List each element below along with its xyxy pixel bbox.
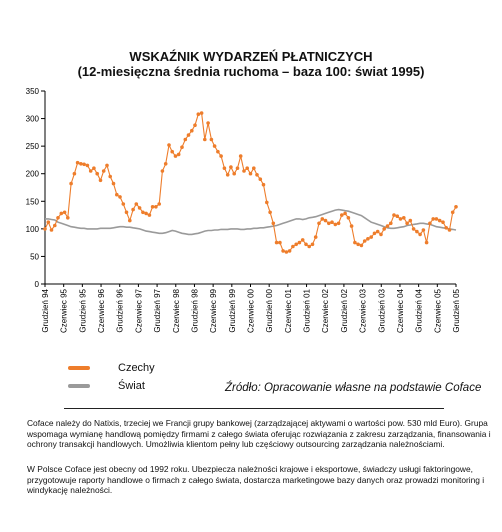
x-tick-label: Grudzień 96 — [115, 289, 125, 333]
data-point-czechy — [151, 205, 155, 209]
x-tick-label: Grudzień 02 — [339, 289, 349, 333]
y-tick-label: 50 — [30, 252, 39, 262]
legend-label-swiat: Świat — [118, 380, 145, 392]
data-point-czechy — [307, 245, 311, 249]
legend-item-czechy — [68, 362, 155, 374]
data-point-czechy — [53, 224, 57, 228]
data-point-czechy — [144, 212, 148, 216]
data-point-czechy — [369, 235, 373, 239]
data-point-czechy — [226, 173, 230, 177]
x-tick-label: Czerwiec 02 — [321, 289, 331, 334]
data-point-czechy — [99, 179, 103, 183]
data-point-czechy — [167, 143, 171, 147]
data-point-czechy — [285, 250, 289, 254]
data-point-czechy — [79, 162, 83, 166]
x-tick-label: Czerwiec 04 — [395, 289, 405, 334]
x-tick-label: Czerwiec 03 — [358, 289, 368, 334]
data-point-czechy — [161, 169, 165, 173]
data-point-czechy — [396, 214, 400, 218]
data-point-czechy — [249, 172, 253, 176]
data-point-czechy — [324, 219, 328, 223]
chart-axes — [26, 87, 461, 333]
data-point-czechy — [200, 111, 204, 115]
series-line-swiat — [45, 210, 456, 235]
data-point-czechy — [108, 175, 112, 179]
x-tick-label: Grudzień 97 — [153, 289, 163, 333]
y-tick-label: 350 — [25, 87, 39, 96]
data-point-czechy — [43, 227, 47, 231]
x-tick-label: Czerwiec 95 — [59, 289, 69, 334]
data-point-czechy — [66, 216, 70, 220]
data-point-czechy — [425, 241, 429, 245]
source-note: Źródło: Opracowanie własne na podstawie Coface — [225, 382, 482, 394]
data-point-czechy — [389, 222, 393, 226]
data-point-czechy — [63, 211, 67, 215]
data-point-czechy — [177, 153, 181, 157]
data-point-czechy — [265, 201, 269, 205]
data-point-czechy — [386, 224, 390, 228]
x-tick-label: Grudzień 99 — [227, 289, 237, 333]
data-point-czechy — [213, 144, 217, 148]
note-paragraph: W Polsce Coface jest obecny od 1992 roku. Ubezpiecza należności krajowe i eksportowe, świadczy usługi faktoringowe, przygotowuje raporty handlowe o firmach z całego świata, dostarcza marketingowe bazy danych oraz prowadzi monitoring i windykację należności. — [27, 464, 485, 495]
data-point-czechy — [366, 237, 370, 241]
data-point-czechy — [415, 230, 419, 234]
x-tick-label: Czerwiec 99 — [209, 289, 219, 334]
data-point-czechy — [321, 217, 325, 221]
data-point-czechy — [448, 228, 452, 232]
data-point-czechy — [382, 227, 386, 231]
line-chart — [0, 80, 502, 365]
x-tick-label: Grudzień 98 — [190, 289, 200, 333]
data-point-czechy — [47, 220, 51, 224]
data-point-czechy — [115, 193, 119, 197]
data-point-czechy — [340, 213, 344, 217]
x-tick-label: Czerwiec 01 — [283, 289, 293, 334]
x-tick-label: Czerwiec 97 — [134, 289, 144, 334]
data-point-czechy — [451, 211, 455, 215]
data-point-czechy — [327, 222, 331, 226]
data-point-czechy — [236, 166, 240, 170]
data-point-czechy — [170, 150, 174, 154]
data-point-czechy — [112, 182, 116, 186]
data-point-czechy — [272, 222, 276, 226]
y-tick-label: 200 — [25, 169, 39, 179]
data-point-czechy — [232, 172, 236, 176]
data-point-czechy — [291, 245, 295, 249]
data-point-czechy — [174, 154, 178, 158]
data-point-czechy — [56, 216, 60, 220]
data-point-czechy — [392, 213, 396, 217]
data-point-czechy — [216, 150, 220, 154]
data-point-czechy — [268, 211, 272, 215]
data-point-czechy — [343, 212, 347, 216]
data-point-czechy — [376, 230, 380, 234]
data-point-czechy — [164, 162, 168, 166]
legend-swatch-swiat — [68, 384, 90, 388]
data-point-czechy — [330, 220, 334, 224]
data-point-czechy — [148, 213, 152, 217]
data-point-czechy — [454, 205, 458, 209]
data-point-czechy — [373, 232, 377, 236]
x-tick-label: Czerwiec 96 — [97, 289, 107, 334]
data-point-czechy — [141, 211, 145, 215]
data-point-czechy — [262, 183, 266, 187]
legend-label-czechy: Czechy — [118, 362, 155, 374]
data-point-czechy — [190, 129, 194, 133]
data-point-czechy — [298, 241, 302, 245]
data-point-czechy — [219, 154, 223, 158]
data-point-czechy — [105, 164, 109, 168]
data-point-czechy — [122, 202, 126, 206]
data-point-czechy — [138, 206, 142, 210]
y-tick-label: 250 — [25, 142, 39, 152]
data-point-czechy — [242, 169, 246, 173]
data-point-czechy — [399, 217, 403, 221]
data-point-czechy — [288, 249, 292, 253]
data-point-czechy — [229, 165, 233, 169]
x-tick-label: Grudzień 00 — [265, 289, 275, 333]
data-point-czechy — [418, 233, 422, 237]
x-tick-label: Grudzień 94 — [41, 289, 50, 333]
series-line-czechy — [45, 113, 456, 252]
data-point-czechy — [86, 164, 90, 168]
data-point-czechy — [334, 223, 338, 227]
data-point-czechy — [314, 235, 318, 239]
data-point-czechy — [131, 208, 135, 212]
data-point-czechy — [379, 233, 383, 237]
x-tick-label: Grudzień 95 — [78, 289, 88, 333]
data-point-czechy — [363, 239, 367, 243]
data-point-czechy — [409, 219, 413, 223]
data-point-czechy — [441, 220, 445, 224]
y-tick-label: 150 — [25, 197, 39, 207]
chart-subtitle: (12-miesięczna średnia ruchoma – baza 100: świat 1995) — [77, 64, 425, 79]
data-point-czechy — [356, 243, 360, 247]
data-point-czechy — [360, 244, 364, 248]
data-point-czechy — [245, 166, 249, 170]
data-point-czechy — [154, 205, 158, 209]
x-tick-label: Grudzień 04 — [414, 289, 424, 333]
data-point-czechy — [184, 138, 188, 142]
data-point-czechy — [281, 249, 285, 253]
data-point-czechy — [76, 161, 80, 165]
data-point-czechy — [422, 228, 426, 232]
data-point-czechy — [311, 243, 315, 247]
chart-plot-area — [43, 111, 458, 254]
data-point-czechy — [438, 219, 442, 223]
divider — [64, 408, 444, 409]
data-point-czechy — [50, 228, 54, 232]
data-point-czechy — [69, 182, 73, 186]
data-point-czechy — [125, 211, 129, 215]
data-point-czechy — [294, 243, 298, 247]
y-tick-label: 100 — [25, 224, 39, 234]
data-point-czechy — [187, 133, 191, 137]
data-point-czechy — [89, 169, 93, 173]
y-tick-label: 0 — [34, 280, 39, 289]
data-point-czechy — [118, 195, 122, 199]
data-point-czechy — [82, 163, 86, 167]
data-point-czechy — [203, 138, 207, 142]
data-point-czechy — [206, 121, 210, 125]
data-point-czechy — [402, 216, 406, 220]
data-point-czechy — [92, 166, 96, 170]
data-point-czechy — [197, 112, 201, 116]
legend-swatch-czechy — [68, 366, 90, 370]
x-tick-label: Czerwiec 00 — [246, 289, 256, 334]
data-point-czechy — [337, 222, 341, 226]
data-point-czechy — [317, 222, 321, 226]
data-point-czechy — [239, 154, 243, 158]
data-point-czechy — [412, 227, 416, 231]
x-tick-label: Grudzień 01 — [302, 289, 312, 333]
x-tick-label: Czerwiec 05 — [433, 289, 443, 334]
data-point-czechy — [252, 166, 256, 170]
data-point-czechy — [223, 166, 227, 170]
data-point-czechy — [353, 241, 357, 245]
data-point-czechy — [428, 222, 432, 226]
legend-item-swiat — [68, 380, 145, 392]
x-tick-label: Czerwiec 98 — [171, 289, 181, 334]
note-paragraph: Coface należy do Natixis, trzeciej we Francji grupy bankowej (zarządzającej aktywami o wartości pow. 530 mld Euro). Grupa wspomaga wymianę handlową pomiędzy firmami z całego świata oferując rozwiązania z zakresu zarządzania, finansowania i ochrony transakcji handlowych. Umożliwia klientom pełny lub częściowy outsourcing zarządzania należnościami. — [27, 418, 491, 449]
data-point-czechy — [350, 224, 354, 228]
data-point-czechy — [304, 243, 308, 247]
data-point-czechy — [347, 216, 351, 220]
data-point-czechy — [405, 222, 409, 226]
data-point-czechy — [73, 172, 77, 176]
data-point-czechy — [60, 212, 64, 216]
data-point-czechy — [102, 169, 106, 173]
data-point-czechy — [193, 123, 197, 127]
data-point-czechy — [444, 226, 448, 230]
data-point-czechy — [275, 241, 279, 245]
data-point-czechy — [157, 202, 161, 206]
data-point-czechy — [128, 219, 132, 223]
data-point-czechy — [255, 173, 259, 177]
chart-title: WSKAŹNIK WYDARZEŃ PŁATNICZYCH — [129, 49, 373, 64]
data-point-czechy — [135, 202, 139, 206]
data-point-czechy — [210, 138, 214, 142]
data-point-czechy — [431, 217, 435, 221]
data-point-czechy — [301, 238, 305, 242]
y-tick-label: 300 — [25, 114, 39, 124]
data-point-czechy — [180, 145, 184, 149]
x-tick-label: Grudzień 05 — [452, 289, 461, 333]
x-tick-label: Grudzień 03 — [377, 289, 387, 333]
data-point-czechy — [435, 217, 439, 221]
data-point-czechy — [95, 172, 99, 176]
data-point-czechy — [278, 241, 282, 245]
data-point-czechy — [259, 177, 263, 181]
